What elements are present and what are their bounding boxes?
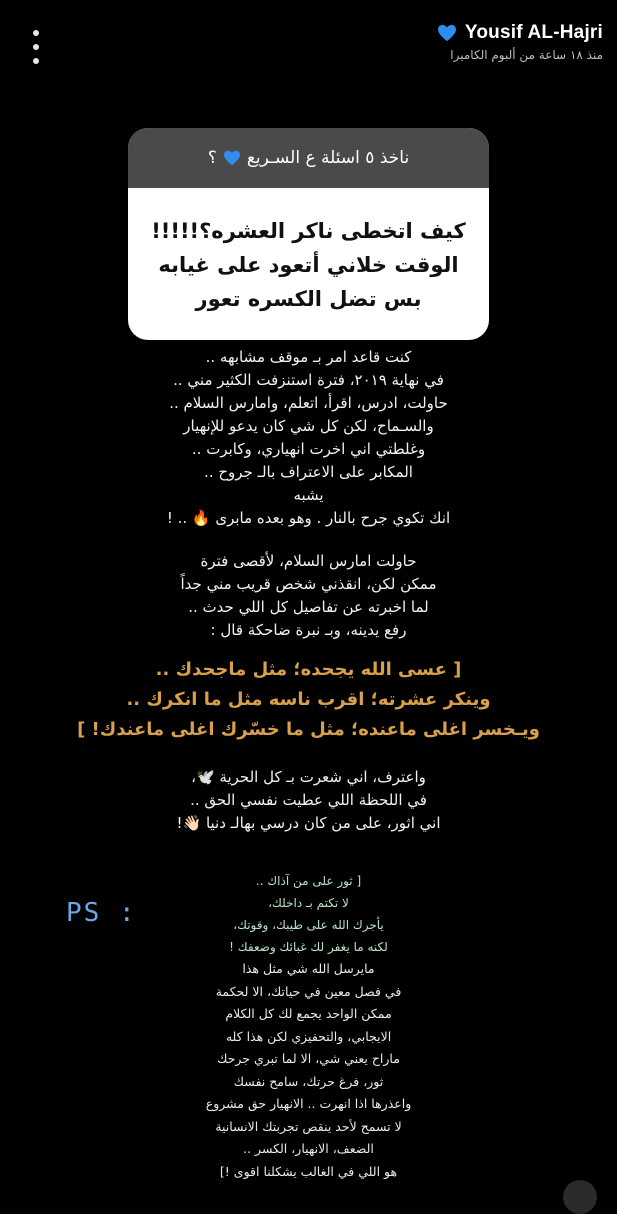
ps-line: الضعف، الانهيار، الكسر .. — [243, 1141, 374, 1156]
ps-white-text — [0, 958, 617, 1183]
story-paragraph-3 — [0, 766, 617, 835]
ps-line: ثور، فرغ حرتك، سامح نفسك — [233, 1073, 384, 1089]
ps-line: لكنه ما يغفر لك غبائك وضعفك ! — [229, 940, 388, 954]
menu-dot — [33, 30, 39, 36]
story-paragraph-2 — [0, 550, 617, 642]
story-line: انك تكوي جرح بالنار . وهو بعده مابرى 🔥 .. ! — [166, 509, 451, 527]
quote-line: وينكر عشرته؛ اقرب ناسه مثل ما انكرك .. — [126, 689, 491, 710]
ps-line: الايجابي، والتحفيزي لكن هذا كله — [225, 1028, 392, 1044]
story-line: حاولت امارس السلام، لأقصى فترة — [200, 552, 417, 570]
highlighted-quote — [0, 655, 617, 745]
ps-line: واعذرها اذا انهرت .. الانهيار حق مشروع — [205, 1096, 412, 1111]
story-line: يشبه — [293, 486, 324, 504]
blue-heart-icon — [437, 24, 457, 42]
ps-line: [ ثور على من آذاك .. — [255, 874, 362, 888]
ps-green-text — [0, 870, 617, 958]
ps-line: ماراح يعني شي، الا لما تبري جرحك — [217, 1051, 400, 1066]
story-paragraph-1 — [0, 346, 617, 530]
story-line: واعترف، اني شعرت بـ كل الحرية 🕊️، — [191, 768, 426, 786]
ps-line: لا تسمح لأحد ينقص تجربتك الانسانية — [215, 1118, 402, 1134]
story-line: في اللحظة اللي عطيت نفسي الحق .. — [190, 791, 427, 809]
more-vertical-icon[interactable] — [26, 30, 46, 64]
question-prompt-text: ناخذ ٥ اسئلة ع السـريع — [246, 148, 410, 168]
post-timestamp: منذ ١٨ ساعة من ألبوم الكاميرا — [450, 48, 603, 62]
ps-line: يأجرك الله على طيبك، وقوتك، — [233, 918, 384, 932]
quote-line: [ عسى الله يجحده؛ مثل ماجحدك .. — [155, 659, 462, 680]
story-line: وغلطتي اني اخرت انهياري، وكابرت .. — [191, 440, 426, 458]
story-line: كنت قاعد امر بـ موقف مشابهه .. — [205, 348, 412, 366]
menu-dot — [33, 58, 39, 64]
user-info[interactable] — [437, 22, 603, 62]
story-line: في نهاية ٢٠١٩، فترة استنزفت الكثير مني .. — [173, 371, 444, 389]
story-line: رفع يدينه، وبـ نبرة ضاحكة قال : — [210, 621, 407, 639]
ps-line: هو اللي في الغالب يشكلنا اقوى !] — [219, 1163, 398, 1179]
story-line: اني اثور، على من كان درسي بهالـ دنيا 👋🏻! — [176, 814, 441, 832]
ps-label: PS : — [66, 898, 137, 928]
menu-dot — [33, 44, 39, 50]
story-line: المكابر على الاعتراف بالـ جروح .. — [204, 463, 413, 481]
question-prompt — [128, 128, 489, 188]
question-line: كيف اتخطى ناكر العشره؟!!!!! — [151, 219, 466, 243]
story-line: حاولت، ادرس، اقرأ، اتعلم، وامارس السلام .. — [169, 394, 448, 412]
reply-button-icon[interactable] — [563, 1180, 597, 1214]
story-line: ممكن لكن، انقذني شخص قريب مني جداً — [180, 575, 437, 593]
question-line: الوقت خلاني أتعود على غيابه — [158, 253, 459, 277]
user-name[interactable]: Yousif AL-Hajri — [464, 22, 603, 43]
story-line: لما اخبرته عن تفاصيل كل اللي حدث .. — [188, 598, 429, 616]
question-text — [128, 188, 489, 316]
ps-line: في فصل معين في حياتك، الا لحكمة — [215, 983, 402, 999]
story-line: والسـماح، لكن كل شي كان يدعو للإنهيار — [183, 417, 434, 435]
ps-line: مايرسل الله شي مثل هذا — [242, 961, 375, 976]
ps-line: لا تكتم بـ داخلك، — [268, 896, 349, 910]
ps-line: ممكن الواحد يجمع لك كل الكلام — [225, 1006, 392, 1021]
blue-heart-icon — [223, 150, 241, 166]
question-sticker — [128, 128, 489, 340]
quote-line: ويـخسر اغلى ماعنده؛ مثل ما خسّرك اغلى ماعندك! ] — [77, 719, 540, 740]
user-name-row — [437, 22, 603, 44]
question-prompt-suffix: ؟ — [207, 148, 217, 168]
story-header — [0, 0, 617, 80]
question-line: بس تضل الكسره تعور — [195, 287, 422, 311]
